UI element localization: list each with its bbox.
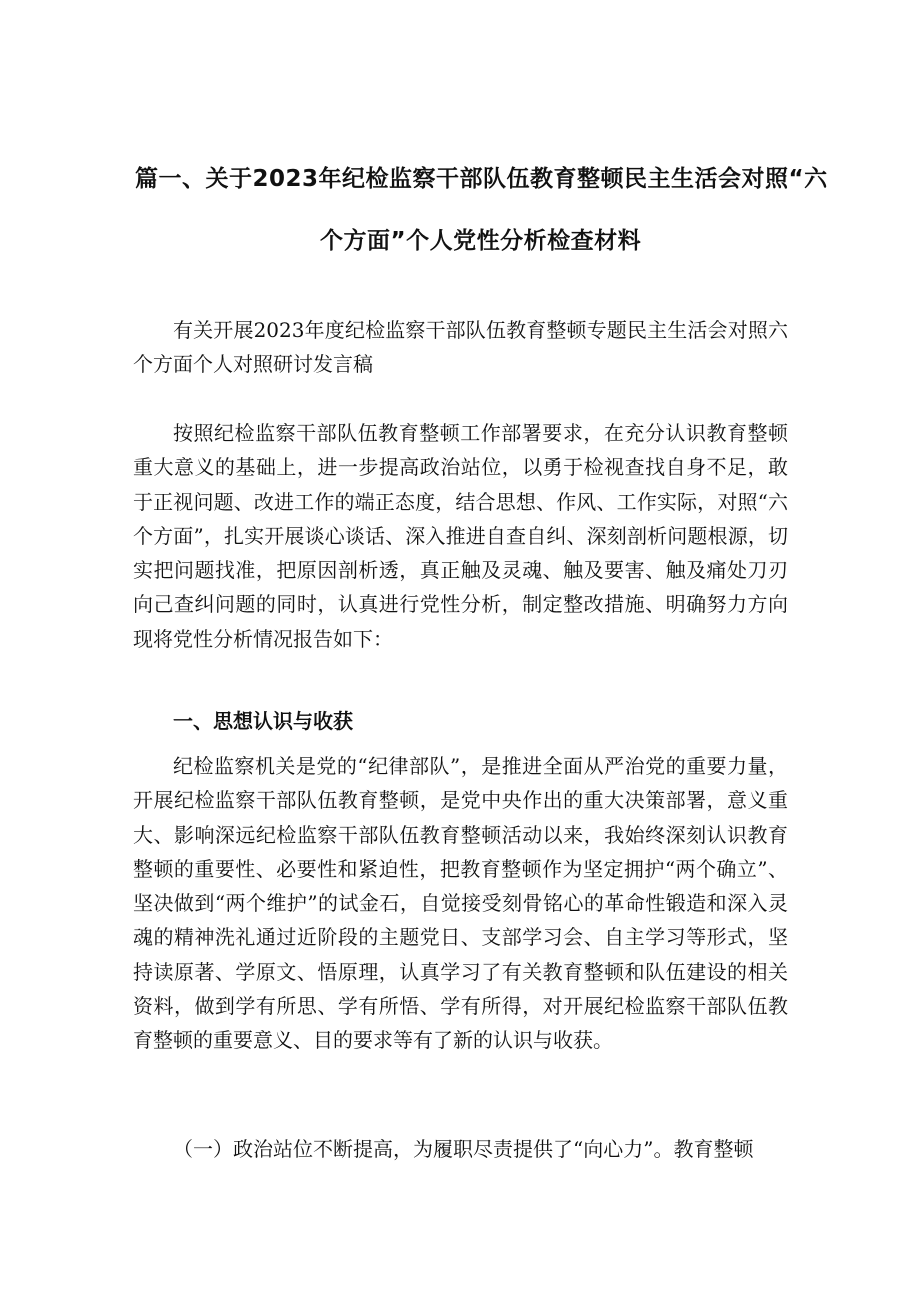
document-title-line-1: 篇一、关于2023年纪检监察干部队伍教育整顿民主生活会对照“六: [135, 166, 828, 192]
paragraph-requirements: 按照纪检监察干部队伍教育整顿工作部署要求，在充分认识教育整顿重大意义的基础上，进一步提高政治站位，以勇于检视查找自身不足，敢于正视问题、改进工作的端正态度，结合思想、作风、工作实际，对照“六个方面”，扎实开展谈心谈话、深入推进自查自纠、深刻剖析问题根源，切实把问题找准，把原因剖析透，真正触及灵魂、触及要害、触及痛处刀刃向己查纠问题的同时，认真进行党性分析，制定整改措施、明确努力方向现将党性分析情况报告如下：: [133, 421, 788, 651]
paragraph-intro: 有关开展2023年度纪检监察干部队伍教育整顿专题民主生活会对照六个方面个人对照研讨发言稿: [133, 318, 788, 377]
paragraph-political-stance: （一）政治站位不断提高，为履职尽责提供了“向心力”。教育整顿: [173, 1137, 754, 1161]
paragraph-thinking: 纪检监察机关是党的“纪律部队”，是推进全面从严治党的重要力量，开展纪检监察干部队伍教育整顿，是党中央作出的重大决策部署，意义重大、影响深远纪检监察干部队伍教育整顿活动以来，我始终深刻认识教育整顿的重要性、必要性和紧迫性，把教育整顿作为坚定拥护“两个确立”、坚决做到“两个维护”的试金石，自觉接受刻骨铭心的革命性锻造和深入灵魂的精神洗礼通过近阶段的主题党日、支部学习会、自主学习等形式，坚持读原著、学原文、悟原理，认真学习了有关教育整顿和队伍建设的相关资料，做到学有所思、学有所悟、学有所得，对开展纪检监察干部队伍教育整顿的重要意义、目的要求等有了新的认识与收获。: [133, 754, 788, 1053]
section-heading-thinking: 一、思想认识与收获: [173, 709, 353, 733]
document-title-line-2: 个方面”个人党性分析检查材料: [320, 228, 642, 254]
